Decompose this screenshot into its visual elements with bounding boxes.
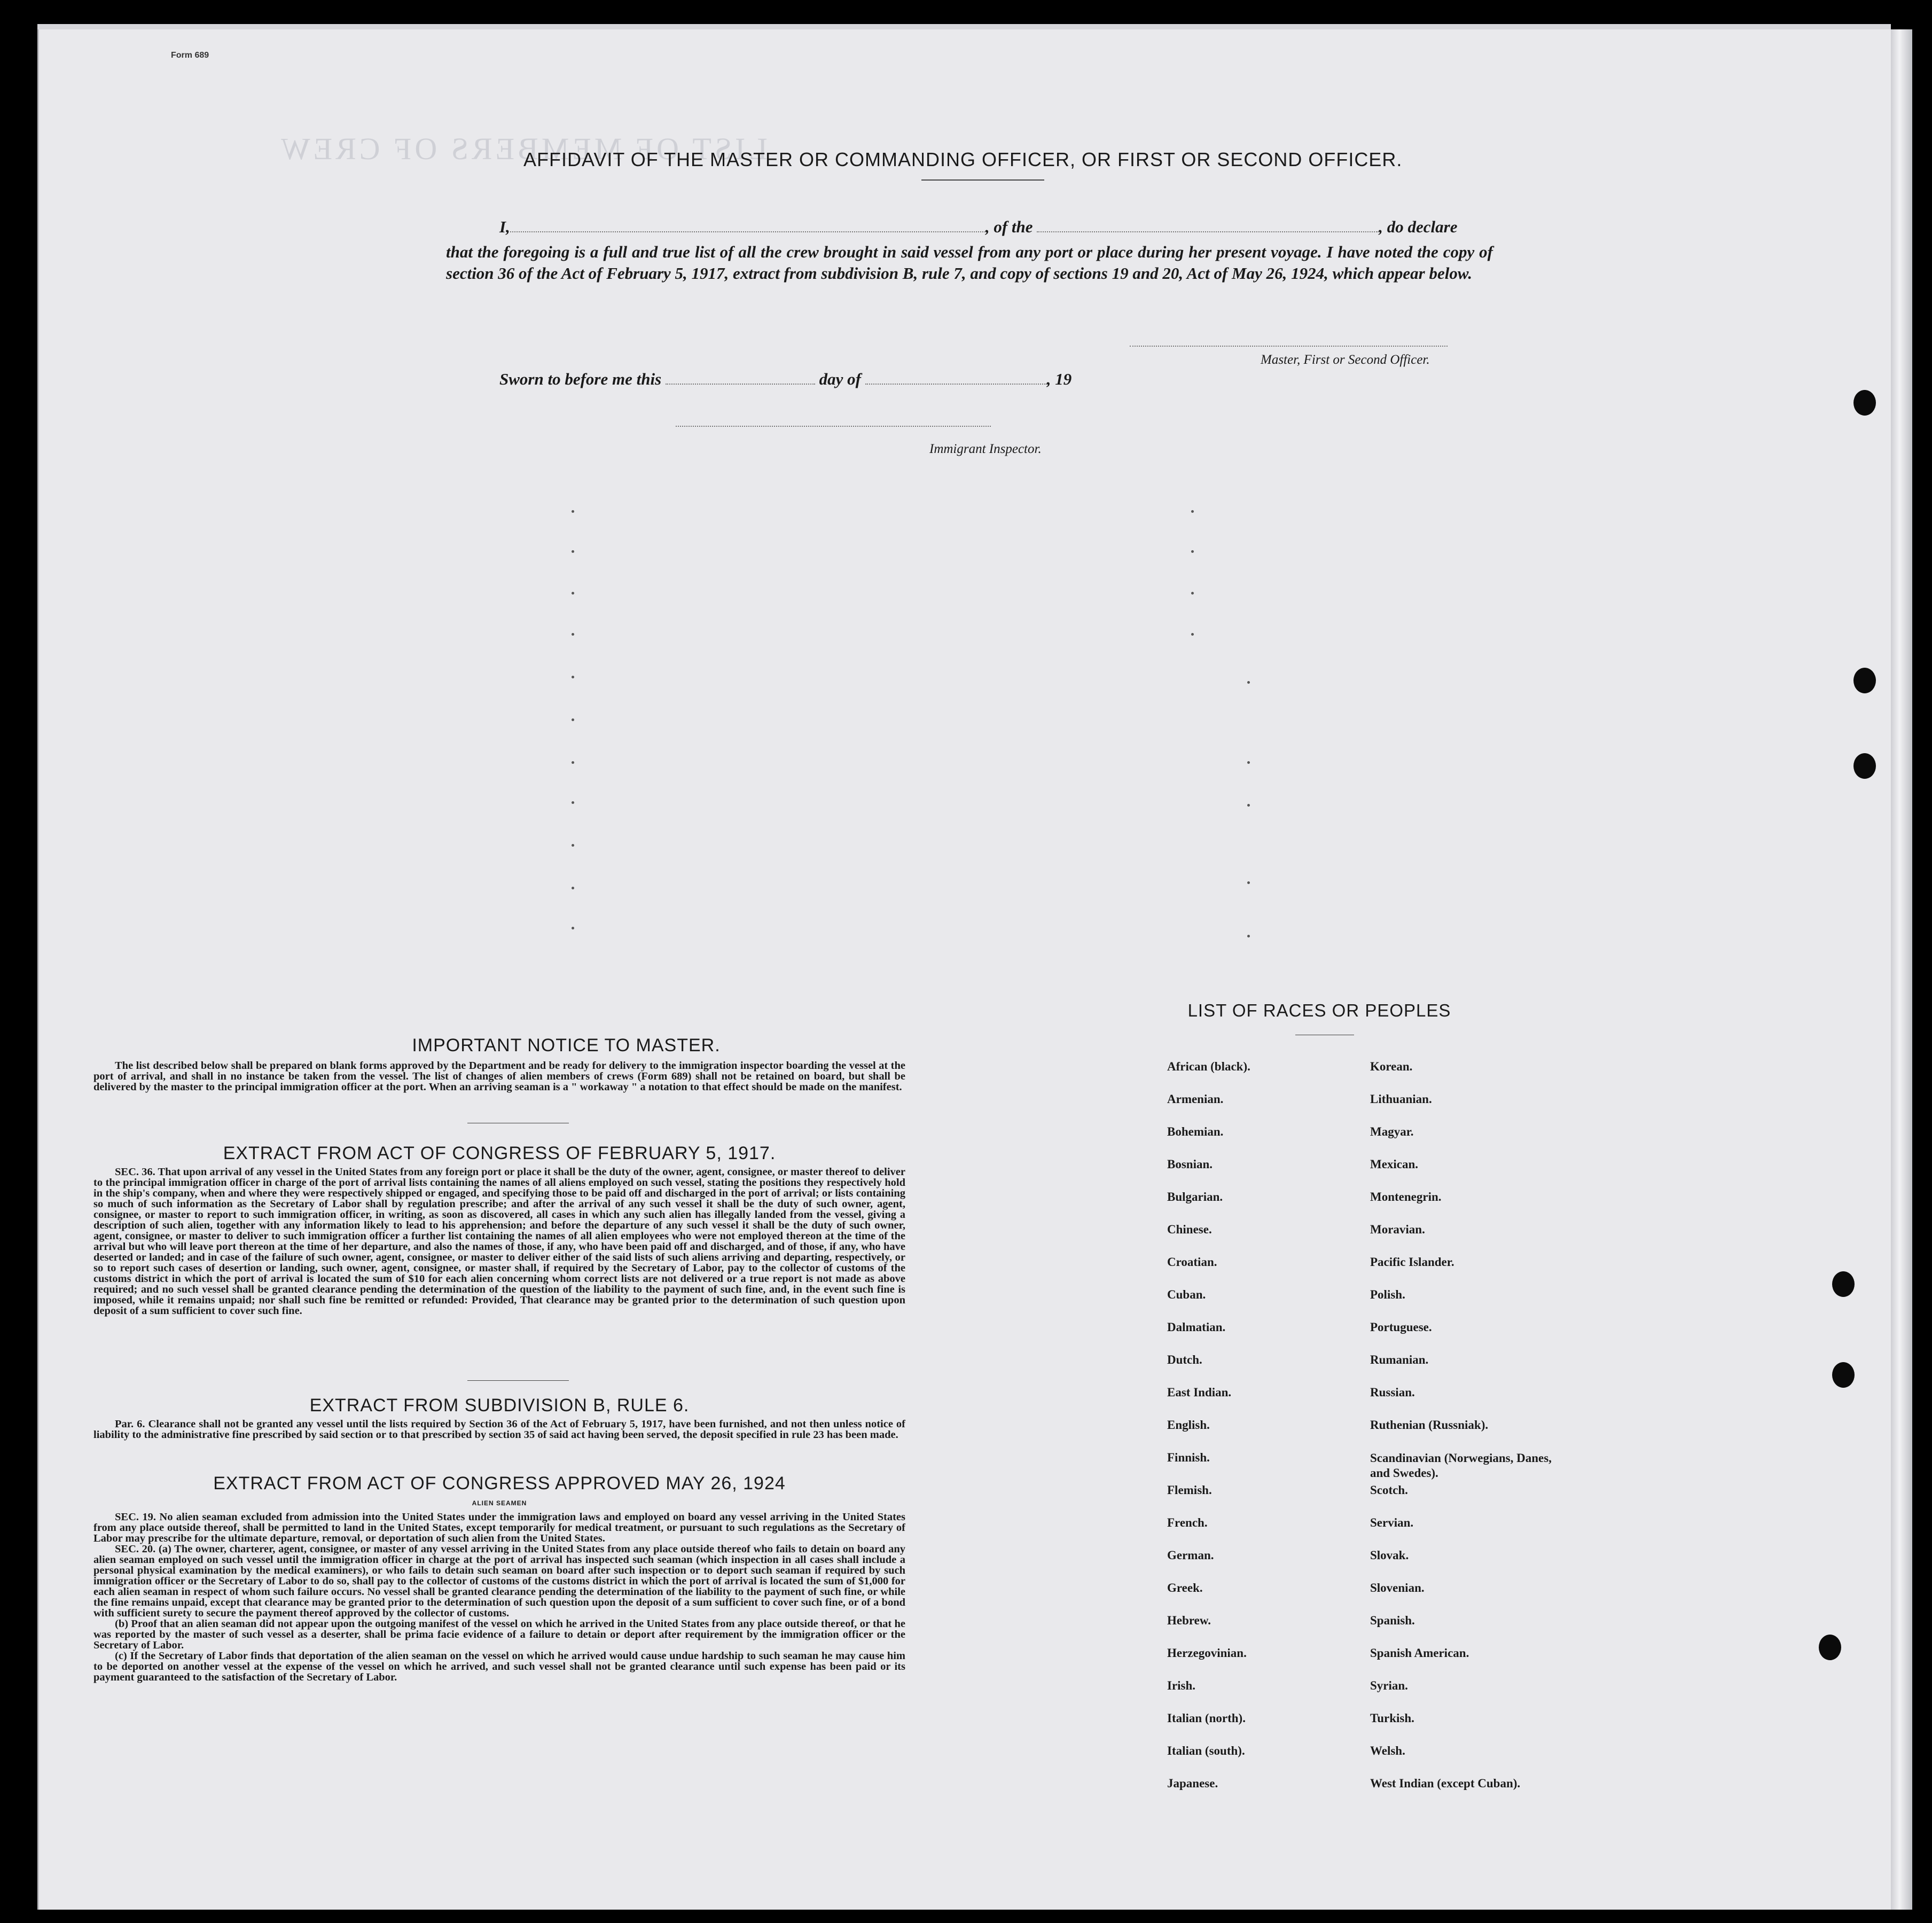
race-item: Dalmatian. xyxy=(1167,1320,1226,1334)
bleed-dot xyxy=(1247,761,1250,764)
bleed-dot xyxy=(1247,681,1250,684)
bleed-dot xyxy=(572,927,574,929)
bleed-dot xyxy=(572,592,574,595)
vessel-blank[interactable] xyxy=(1037,217,1379,232)
race-item: Lithuanian. xyxy=(1370,1092,1432,1106)
race-item: Greek. xyxy=(1167,1581,1203,1594)
bleed-dot xyxy=(572,550,574,553)
race-item: Scandinavian (Norwegians, Danes, and Swedes). xyxy=(1370,1451,1552,1480)
race-item: Bohemian. xyxy=(1167,1125,1224,1138)
bleed-dot xyxy=(1247,935,1250,937)
race-item: Scotch. xyxy=(1370,1483,1408,1497)
sworn-line xyxy=(499,369,1071,390)
title-underline xyxy=(921,179,1044,181)
race-item: Russian. xyxy=(1370,1386,1415,1399)
race-item: Mexican. xyxy=(1370,1158,1419,1171)
sworn-year: , 19 xyxy=(1046,370,1072,388)
race-item: Cuban. xyxy=(1167,1288,1206,1301)
races-title: LIST OF RACES OR PEOPLES xyxy=(1187,1000,1451,1020)
sworn-prefix: Sworn to before me this xyxy=(499,370,662,388)
race-item: Korean. xyxy=(1370,1060,1413,1073)
sec-20b-paragraph: (b) Proof that an alien seaman did not appear upon the outgoing manifest of the vessel on which he arrived in the United States from any place outside thereof, or that he was reported by the master of such vessel as a deserter, shall be prima facie evidence of a failure to detain or deport after requirement by the immigration officer or the Secretary of Labor. xyxy=(93,1618,905,1651)
sec-20a-paragraph: SEC. 20. (a) The owner, charterer, agent, consignee, or master of any vessel arriving in the United States from any place outside thereof who fails to detain on board any alien seaman employed on such vessel until the immigration officer in charge at the port of arrival has inspected such seaman (which inspection in all cases shall include a personal physical examination by the medical examiners), or who fails to detain such seaman on board after such inspection or to deport such seaman if required by such immigration officer or the Secretary of Labor to do so, shall pay to the collector of customs of the customs district in which the port of arrival is located the sum of $1,000 for each alien seaman in respect of whom such failure occurs. No vessel shall be granted clearance pending the determination of the liability to the payment of such fine, or while the fine remains unpaid, except that clearance may be granted prior to the determination of such question upon the deposit of a sum sufficient to cover such fine, or of a bond with sufficient surety to secure the payment thereof approved by the collector of customs. xyxy=(93,1543,905,1619)
bleed-dot xyxy=(572,844,574,847)
extract-1924-text xyxy=(93,1512,905,1683)
race-item: Slovak. xyxy=(1370,1549,1409,1562)
race-item: Slovenian. xyxy=(1370,1581,1425,1594)
punch-hole xyxy=(1832,1271,1855,1297)
race-item: Italian (north). xyxy=(1167,1711,1246,1725)
page-right-edge xyxy=(1891,29,1912,1910)
alien-seamen-subtitle: ALIEN SEAMEN xyxy=(472,1499,527,1507)
bleed-dot xyxy=(572,887,574,889)
extract-1917-text xyxy=(93,1167,905,1316)
bleed-dot xyxy=(572,510,574,513)
races-right-column xyxy=(1370,1060,1552,1809)
race-item: Servian. xyxy=(1370,1516,1414,1529)
bleed-dot xyxy=(1247,804,1250,807)
race-item: Polish. xyxy=(1370,1288,1405,1301)
bleedthrough-header: LIST OF MEMBERS OF CREW xyxy=(278,131,768,166)
race-item: Armenian. xyxy=(1167,1092,1224,1106)
divider xyxy=(467,1380,569,1381)
race-item: Spanish American. xyxy=(1370,1646,1469,1660)
bleed-dot xyxy=(1191,510,1194,513)
sworn-day-blank[interactable] xyxy=(666,370,815,385)
master-signature-line[interactable] xyxy=(1130,346,1448,347)
bleed-dot xyxy=(572,718,574,721)
race-item: Syrian. xyxy=(1370,1679,1408,1692)
notice-title: IMPORTANT NOTICE TO MASTER. xyxy=(412,1035,721,1056)
sec-19-paragraph: SEC. 19. No alien seaman excluded from admission into the United States under the immigration laws and employed on board any vessel arriving in the United States from any place outside thereof, shall be permitted to land in the United States, except temporarily for medical treatment, or pursuant to such regulations as the Secretary of Labor may prescribe for the ultimate departure, removal, or deportation of such alien from the United States. xyxy=(93,1511,905,1544)
race-item: Pacific Islander. xyxy=(1370,1255,1454,1269)
inspector-signature-label: Immigrant Inspector. xyxy=(929,442,1042,456)
inspector-signature-line[interactable] xyxy=(676,426,991,427)
affidavit-declare-line xyxy=(499,216,1457,238)
punch-hole xyxy=(1853,390,1876,416)
race-item: Croatian. xyxy=(1167,1255,1217,1269)
race-item: Montenegrin. xyxy=(1370,1190,1442,1203)
race-item: Japanese. xyxy=(1167,1777,1218,1790)
master-signature-label: Master, First or Second Officer. xyxy=(1261,353,1430,367)
bleed-dot xyxy=(572,633,574,636)
race-item: Flemish. xyxy=(1167,1483,1212,1497)
race-item: Spanish. xyxy=(1370,1614,1415,1627)
race-item: Irish. xyxy=(1167,1679,1196,1692)
notice-text xyxy=(93,1060,905,1092)
affidavit-i: I, xyxy=(499,217,510,236)
par-6-paragraph: Par. 6. Clearance shall not be granted any vessel until the lists required by Section 36 of the Act of February 5, 1917, have been furnished, and not then unless notice of liability to the administrative fine prescribed by said section or to that prescribed by section 35 of said act having been served, the deposit specified in rule 23 has been made. xyxy=(93,1418,905,1441)
race-item: Magyar. xyxy=(1370,1125,1414,1138)
race-item: Moravian. xyxy=(1370,1223,1425,1236)
punch-hole xyxy=(1853,753,1876,779)
race-item: Dutch. xyxy=(1167,1353,1202,1366)
race-item: Portuguese. xyxy=(1370,1320,1432,1334)
race-item: Turkish. xyxy=(1370,1711,1414,1725)
extract-1924-title: EXTRACT FROM ACT OF CONGRESS APPROVED MAY 26, 1924 xyxy=(213,1473,786,1494)
bleed-dot xyxy=(1191,550,1194,553)
race-item: Chinese. xyxy=(1167,1223,1212,1236)
race-item: French. xyxy=(1167,1516,1208,1529)
races-left-column xyxy=(1167,1060,1250,1809)
race-item: Finnish. xyxy=(1167,1451,1210,1464)
race-item: African (black). xyxy=(1167,1060,1250,1073)
race-item: Hebrew. xyxy=(1167,1614,1211,1627)
punch-hole xyxy=(1832,1362,1855,1388)
sworn-month-blank[interactable] xyxy=(865,370,1047,385)
subdivision-text xyxy=(93,1419,905,1440)
bleed-dot xyxy=(572,761,574,764)
race-item: Bosnian. xyxy=(1167,1158,1213,1171)
extract-1917-title: EXTRACT FROM ACT OF CONGRESS OF FEBRUARY 5, 1917. xyxy=(223,1143,776,1163)
race-item: Welsh. xyxy=(1370,1744,1405,1757)
bleed-dot xyxy=(572,676,574,678)
punch-hole xyxy=(1819,1635,1841,1660)
notice-paragraph: The list described below shall be prepared on blank forms approved by the Department and be ready for delivery to the immigration inspector boarding the vessel at the port of arrival, and shall in no instance be taken from the vessel. The list of changes of alien members of crews (Form 689) shall not be retained on board, but shall be delivered by the master to the principal immigration officer at the port. When an arriving seaman is a " workaway " a notation to that effect should be made on the manifest. xyxy=(93,1060,905,1093)
punch-hole xyxy=(1853,668,1876,693)
bleed-dot xyxy=(572,801,574,804)
race-item: German. xyxy=(1167,1549,1214,1562)
bleed-dot xyxy=(1191,633,1194,636)
affidavit-statement: that the foregoing is a full and true list of all the crew brought in said vessel from any port or place during her present voyage. I have noted the copy of section 36 of the Act of February 5, 1917, extract from subdivision B, rule 7, and copy of sections 19 and 20, Act of May 26, 1924, which appear below. xyxy=(446,243,1493,283)
subdivision-title: EXTRACT FROM SUBDIVISION B, RULE 6. xyxy=(309,1395,690,1416)
race-item: West Indian (except Cuban). xyxy=(1370,1777,1521,1790)
race-item: Rumanian. xyxy=(1370,1353,1429,1366)
name-blank[interactable] xyxy=(510,217,985,232)
form-number: Form 689 xyxy=(171,51,209,60)
section-36-paragraph: SEC. 36. That upon arrival of any vessel in the United States from any foreign port or place it shall be the duty of the owner, agent, consignee, or master thereof to deliver to the principal immigration officer in charge of the port of arrival lists containing the names of all aliens employed on such vessel, stating the positions they respectively hold in the ship's company, when and where they were respectively shipped or engaged, and specifying those to be paid off and discharged in the port of arrival; or lists containing so much of such information as the Secretary of Labor shall by regulation prescribe; and after the arrival of any such vessel it shall be the duty of such owner, agent, consignee, or master to report to such immigration officer, in writing, as soon as discovered, all cases in which any such alien has illegally landed from the vessel, giving a description of such alien, together with any information likely to lead to his apprehension; and before the departure of any such vessel it shall be the duty of such owner, agent, consignee, or master to deliver to such immigration officer a further list containing the names of all alien employees who were not employed thereon at the time of the arrival but who will leave port thereon at the time of her departure, and also the names of those, if any, who have been paid off and discharged, and of those, if any, who have deserted or landed; and in case of the failure of such owner, agent, consignee, or master to deliver either of the said lists of such aliens arriving and departing, respectively, or so to report such cases of desertion or landing, such owner, agent, consignee, or master shall, if required by the Secretary of Labor, pay to the collector of customs of the customs district in which the port of arrival is located the sum of $10 for each alien concerning whom correct lists are not delivered or a true report is not made as above required; and no such vessel shall be granted clearance pending the determination of the question of the liability to the payment of such fine, and, in the event such fine is imposed, while it remains unpaid; nor shall such fine be remitted or refunded: Provided, That clearance may be granted prior to the determination of such question upon deposit of a sum sufficient to cover such fine. xyxy=(93,1166,905,1317)
bleed-dot xyxy=(1191,592,1194,595)
affidavit-title: AFFIDAVIT OF THE MASTER OR COMMANDING OFFICER, OR FIRST OR SECOND OFFICER. xyxy=(523,148,1403,170)
bleed-dot xyxy=(1247,881,1250,884)
sec-20c-paragraph: (c) If the Secretary of Labor finds that deportation of the alien seaman on the vessel on which he arrived would cause undue hardship to such seaman he may cause him to be deported on another vessel at the expense of the vessel on which he arrived, and such vessel shall not be granted clearance until such expense has been paid or its payment guaranteed to the satisfaction of the Secretary of Labor. xyxy=(93,1650,905,1683)
sworn-day-of: day of xyxy=(819,370,861,388)
race-item: Italian (south). xyxy=(1167,1744,1245,1757)
race-item: East Indian. xyxy=(1167,1386,1232,1399)
affidavit-of-the: , of the xyxy=(985,217,1033,236)
race-item: Bulgarian. xyxy=(1167,1190,1223,1203)
race-item: English. xyxy=(1167,1418,1210,1432)
race-item: Herzegovinian. xyxy=(1167,1646,1247,1660)
race-item: Ruthenian (Russniak). xyxy=(1370,1418,1489,1432)
affidavit-declare: , do declare xyxy=(1379,217,1458,236)
